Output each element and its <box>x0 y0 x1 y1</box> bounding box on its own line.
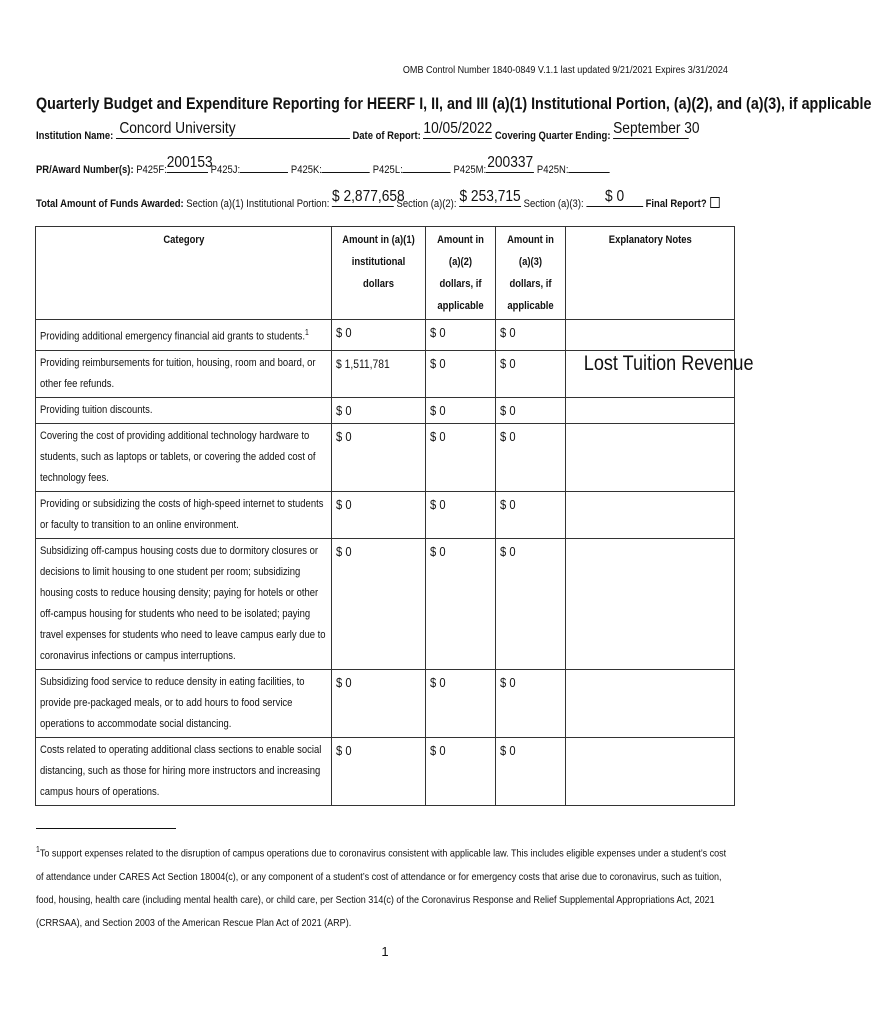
institution-label: Institution Name: <box>36 130 114 142</box>
note-cell[interactable] <box>566 491 735 538</box>
note-cell[interactable] <box>566 320 735 351</box>
p425n-field[interactable] <box>568 160 609 173</box>
quarter-field[interactable] <box>613 120 700 139</box>
p425f-value: 200153 <box>166 154 213 171</box>
table-header-row <box>36 227 735 320</box>
a3-cell[interactable]: $ 0 <box>496 491 566 538</box>
institution-value: Concord University <box>119 120 236 137</box>
a1-cell[interactable]: $ 1,511,781 <box>332 350 426 397</box>
a2-cell[interactable]: $ 0 <box>426 669 496 737</box>
a3-cell[interactable]: $ 0 <box>496 737 566 805</box>
header-a3: Amount in (a)(3) dollars, if applicable <box>496 227 566 320</box>
note-cell[interactable]: Lost Tuition Revenue <box>566 350 735 397</box>
page-number: 1 <box>381 944 389 959</box>
category-cell: Providing tuition discounts. <box>36 397 332 423</box>
institution-line <box>36 120 700 142</box>
p425n-label: P425N: <box>536 164 569 176</box>
header-a1: Amount in (a)(1) institutional dollars <box>332 227 426 320</box>
p425j-field[interactable] <box>240 160 288 173</box>
a3-total-label: Section (a)(3): <box>523 198 584 210</box>
a2-cell[interactable]: $ 0 <box>426 320 496 351</box>
table-row <box>36 350 735 397</box>
institution-field[interactable] <box>116 120 350 139</box>
table-row <box>36 397 735 423</box>
note-cell[interactable] <box>566 538 735 669</box>
quarter-value: September 30 <box>613 120 700 137</box>
category-cell: Providing additional emergency financial aid grants to students.$^1$ <box>36 320 332 351</box>
a3-cell[interactable]: $ 0 <box>496 320 566 351</box>
category-cell: Providing or subsidizing the costs of high-speed internet to students or faculty to transition to an online environment. <box>36 491 332 538</box>
a2-cell[interactable]: $ 0 <box>426 423 496 491</box>
a3-cell[interactable]: $ 0 <box>496 538 566 669</box>
a1-cell[interactable]: $ 0 <box>332 397 426 423</box>
totals-line <box>36 188 719 210</box>
footnote <box>36 838 729 935</box>
expenditure-table <box>35 226 754 806</box>
omb-control-number: OMB Control Number 1840-0849 V.1.1 last updated 9/21/2021 Expires 3/31/2024 <box>403 64 728 76</box>
table-row <box>36 538 735 669</box>
p425j-label: P425J: <box>210 164 241 176</box>
a3-cell[interactable]: $ 0 <box>496 350 566 397</box>
p425l-label: P425L: <box>372 164 403 176</box>
table-row <box>36 320 735 351</box>
award-line <box>36 154 610 176</box>
a3-cell[interactable]: $ 0 <box>496 397 566 423</box>
category-cell: Subsidizing food service to reduce density in eating facilities, to provide pre-packaged meals, or to add hours to food service operations to accommodate social distancing. <box>36 669 332 737</box>
page-title: Quarterly Budget and Expenditure Reporting for HEERF I, II, and III (a)(1) Institutional Portion, (a)(2), and (a)(3), if applicable <box>36 94 871 113</box>
a3-total-value: $ 0 <box>605 188 625 205</box>
totals-label: Total Amount of Funds Awarded: <box>36 198 184 210</box>
header-category: Category <box>36 227 332 320</box>
quarter-label: Covering Quarter Ending: <box>494 130 611 142</box>
a2-cell[interactable]: $ 0 <box>426 397 496 423</box>
p425k-field[interactable] <box>322 160 370 173</box>
a1-cell[interactable]: $ 0 <box>332 423 426 491</box>
a1-cell[interactable]: $ 0 <box>332 669 426 737</box>
p425l-field[interactable] <box>403 160 451 173</box>
a1-cell[interactable]: $ 0 <box>332 538 426 669</box>
p425f-label: P425F: <box>136 164 167 176</box>
a1-total-field[interactable] <box>331 188 405 207</box>
category-cell: Costs related to operating additional class sections to enable social distancing, such as those for hiring more instructors and increasing campus hours of operations. <box>36 737 332 805</box>
award-label: PR/Award Number(s): <box>36 164 134 176</box>
a2-cell[interactable]: $ 0 <box>426 737 496 805</box>
p425k-label: P425K: <box>290 164 322 176</box>
date-field[interactable] <box>423 120 493 139</box>
a1-cell[interactable]: $ 0 <box>332 491 426 538</box>
final-report-label: Final Report? <box>645 198 707 210</box>
a1-cell[interactable]: $ 0 <box>332 737 426 805</box>
footnote-marker: 1 <box>36 845 40 854</box>
a2-total-field[interactable] <box>459 188 521 207</box>
table-row <box>36 491 735 538</box>
note-cell[interactable] <box>566 669 735 737</box>
a1-cell[interactable]: $ 0 <box>332 320 426 351</box>
a2-total-value: $ 253,715 <box>459 188 521 205</box>
a1-total-value: $ 2,877,658 <box>331 188 405 205</box>
a3-cell[interactable]: $ 0 <box>496 423 566 491</box>
a2-total-label: Section (a)(2): <box>396 198 457 210</box>
footnote-text: To support expenses related to the disruption of campus operations due to coronavirus consistent with applicable law. This includes eligible expenses under a student’s cost of attendance under CARES Act Section 18004(c), or any component of a student’s cost of attendance or for emergency costs that arise due to coronavirus, such as tuition, food, housing, health care (including mental health care), or child care, per Section 314(c) of the Coronavirus Response and Relief Supplemental Appropriations Act, 2021 (CRRSAA), and Section 2003 of the American Rescue Plan Act of 2021 (ARP). <box>36 847 727 929</box>
date-label: Date of Report: <box>352 130 421 142</box>
p425f-field[interactable] <box>166 154 213 173</box>
a2-cell[interactable]: $ 0 <box>426 538 496 669</box>
note-cell[interactable] <box>566 737 735 805</box>
p425m-label: P425M: <box>453 164 487 176</box>
final-report-checkbox[interactable] <box>710 197 719 208</box>
a1-total-label: Section (a)(1) Institutional Portion: <box>186 198 330 210</box>
category-cell: Covering the cost of providing additional technology hardware to students, such as laptops or tablets, or covering the added cost of technology fees. <box>36 423 332 491</box>
a3-cell[interactable]: $ 0 <box>496 669 566 737</box>
note-cell[interactable] <box>566 397 735 423</box>
header-notes: Explanatory Notes <box>566 227 735 320</box>
p425m-field[interactable] <box>486 154 534 173</box>
table-row <box>36 423 735 491</box>
p425m-value: 200337 <box>487 154 534 171</box>
note-cell[interactable] <box>566 423 735 491</box>
a3-total-field[interactable] <box>586 188 643 207</box>
date-value: 10/05/2022 <box>423 120 493 137</box>
table-row <box>36 737 735 805</box>
footnote-rule <box>36 828 176 829</box>
category-cell: Providing reimbursements for tuition, housing, room and board, or other fee refunds. <box>36 350 332 397</box>
category-cell: Subsidizing off-campus housing costs due to dormitory closures or decisions to limit housing to one student per room; subsidizing housing costs to reduce housing density; paying for hotels or other off-campus housing for students who need to be isolated; paying travel expenses for students who need to leave campus early due to coronavirus infections or campus interruptions. <box>36 538 332 669</box>
table-row <box>36 669 735 737</box>
a2-cell[interactable]: $ 0 <box>426 491 496 538</box>
a2-cell[interactable]: $ 0 <box>426 350 496 397</box>
header-a2: Amount in (a)(2) dollars, if applicable <box>426 227 496 320</box>
